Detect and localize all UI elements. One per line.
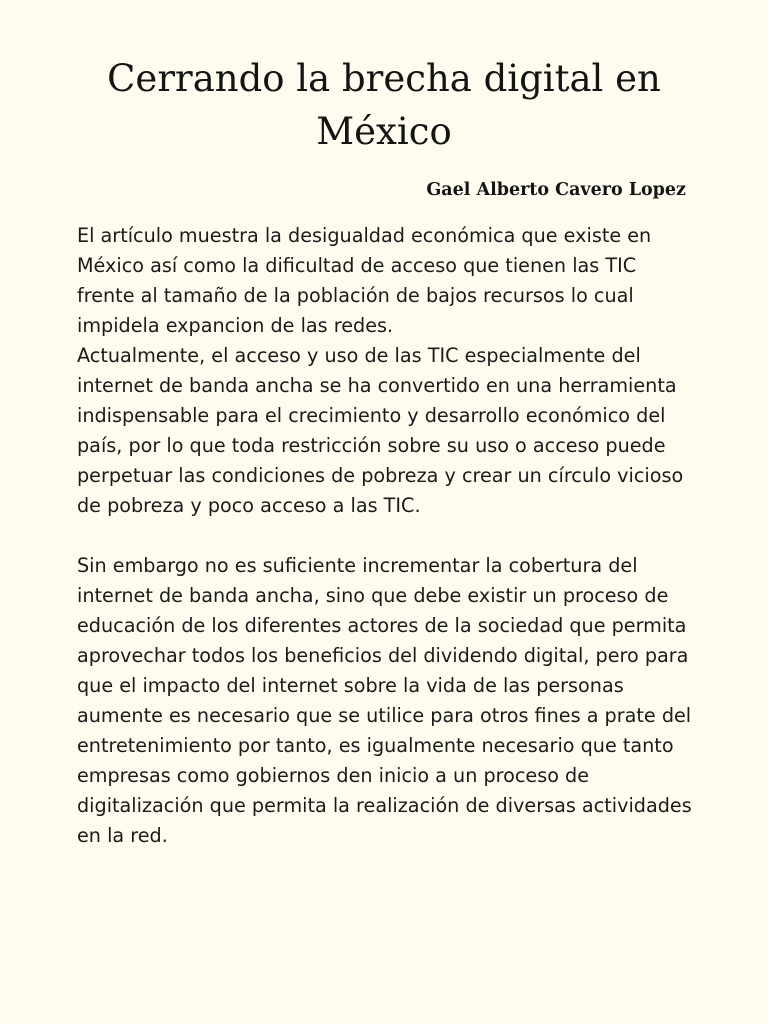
- document-author: Gael Alberto Cavero Lopez: [426, 180, 686, 200]
- body-paragraph: Actualmente, el acceso y uso de las TIC especialmente del internet de banda ancha se ha convertido en una herramienta indispensable para el crecimiento y desarrollo económico del país, por lo que toda restricción sobre su uso o acceso puede perpetuar las condiciones de pobreza y crear un círculo vicioso de pobreza y poco acceso a las TIC.: [77, 344, 684, 517]
- body-paragraph: El artículo muestra la desigualdad económica que existe en México así como la dificultad de acceso que tienen las TIC frente al tamaño de la población de bajos recursos lo cual impidela expancion de las redes.: [77, 224, 652, 337]
- body-paragraph: Sin embargo no es suficiente incrementar la cobertura del internet de banda ancha, sino que debe existir un proceso de educación de los diferentes actores de la sociedad que permita aprovechar todos los beneficios del dividendo digital, pero para que el impacto del internet sobre la vida de las personas aumente es necesario que se utilice para otros fines a prate del entretenimiento por tanto, es igualmente necesario que tanto empresas como gobiernos den inicio a un proceso de digitalización que permita la realización de diversas actividades en la red.: [77, 554, 692, 847]
- paragraph-spacer: [77, 521, 697, 551]
- document-title: Cerrando la brecha digital en México: [107, 57, 661, 153]
- document-body: [77, 221, 697, 851]
